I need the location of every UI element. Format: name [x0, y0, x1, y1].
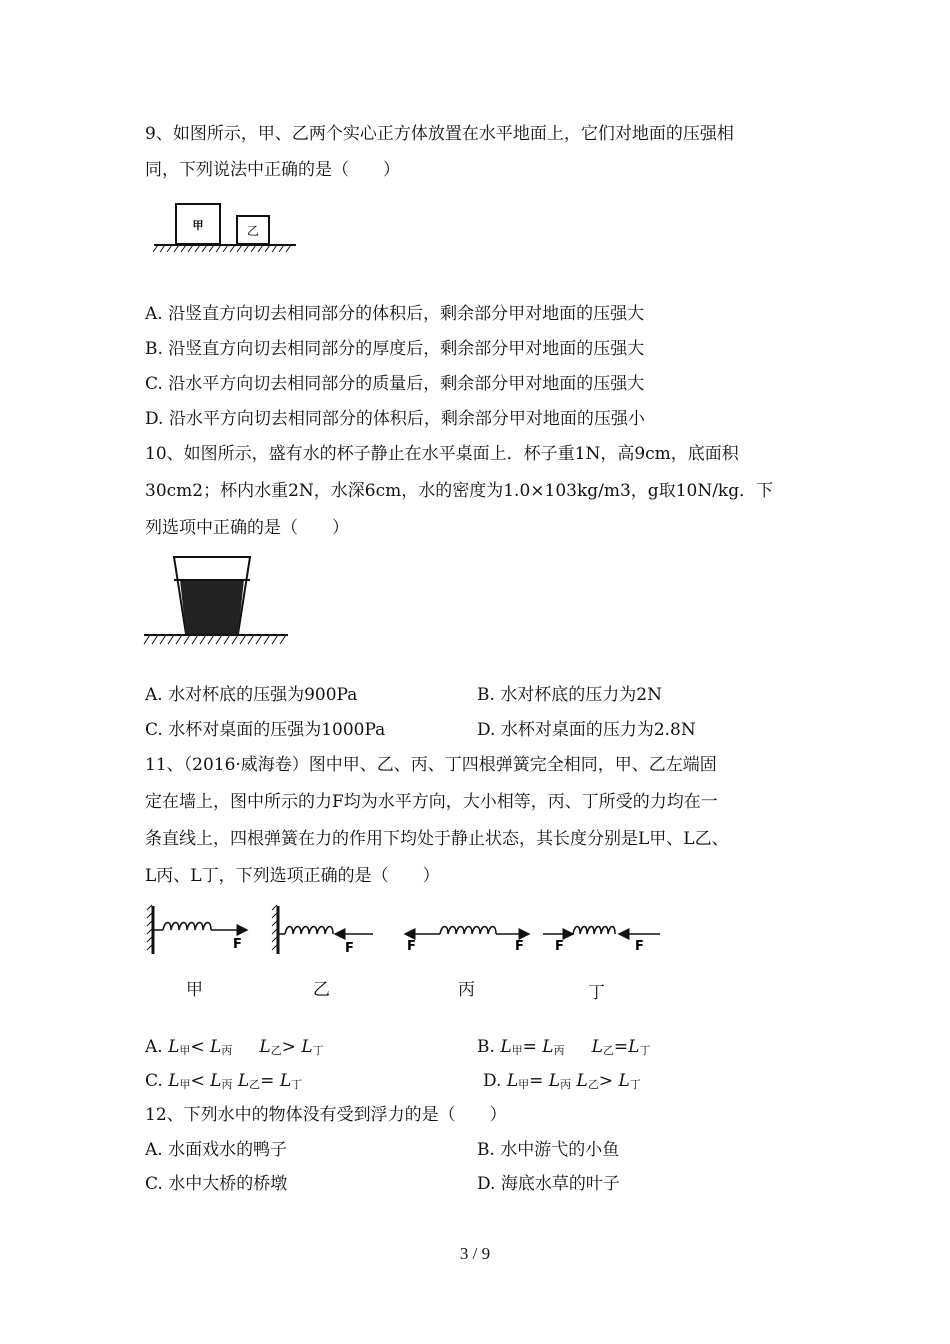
page-number: 3 / 9	[459, 1244, 491, 1263]
q11-text-line3: 条直线上，四根弹簧在力的作用下均处于静止状态，其长度分别是L甲、L乙、	[145, 829, 729, 849]
q9-option-d: D. 沿水平方向切去相同部分的体积后，剩余部分甲对地面的压强小	[145, 409, 645, 429]
q9-text-line2: 同，下列说法中正确的是（ ）	[145, 160, 400, 180]
q11-option-c: C. L甲< L丙 L乙= L丁	[145, 1071, 303, 1091]
q12-option-b: B. 水中游弋的小鱼	[477, 1140, 620, 1160]
q11-text-line4: L丙、L丁，下列选项正确的是（ ）	[145, 866, 440, 886]
force-label-jia: F	[233, 937, 242, 952]
q10-option-c: C. 水杯对桌面的压强为1000Pa	[145, 720, 386, 740]
q11-option-b: B. L甲= L丙 L乙=L丁	[477, 1037, 651, 1057]
force-label-ding-right: F	[635, 939, 644, 954]
cube-jia-label: 甲	[192, 219, 204, 232]
q11-option-a: A. L甲< L丙 L乙> L丁	[145, 1037, 324, 1057]
spring-jia	[147, 905, 247, 954]
q12-option-c: C. 水中大桥的桥墩	[145, 1174, 288, 1194]
spring-label-bing: 丙	[458, 980, 475, 1000]
cup-water	[180, 580, 244, 634]
force-label-bing-left: F	[407, 939, 416, 954]
q9-option-c: C. 沿水平方向切去相同部分的质量后，剩余部分甲对地面的压强大	[145, 374, 645, 394]
ground-hatch	[153, 245, 291, 252]
cube-yi-label: 乙	[246, 224, 260, 238]
spring-bing	[405, 927, 529, 955]
q10-text-line2: 30cm2；杯内水重2N，水深6cm，水的密度为1.0×103kg/m3，g取10N/kg．下	[145, 481, 774, 501]
spring-label-yi: 乙	[313, 980, 330, 1000]
q11-option-d: D. L甲= L丙 L乙> L丁	[483, 1071, 641, 1091]
table-hatch	[144, 635, 286, 644]
q10-option-b: B. 水对杯底的压力为2N	[477, 685, 662, 705]
force-label-yi: F	[345, 941, 354, 956]
q9-option-a: A. 沿竖直方向切去相同部分的体积后，剩余部分甲对地面的压强大	[145, 304, 645, 324]
q10-cup-figure	[142, 552, 292, 648]
q12-text-line1: 12、下列水中的物体没有受到浮力的是（ ）	[145, 1105, 507, 1125]
q12-option-d: D. 海底水草的叶子	[477, 1174, 620, 1194]
force-label-ding-left: F	[555, 939, 564, 954]
q9-cubes-figure	[150, 198, 300, 258]
q10-option-d: D. 水杯对桌面的压力为2.8N	[477, 720, 696, 740]
spring-label-ding: 丁	[588, 983, 605, 1003]
q11-springs-figure	[145, 900, 675, 960]
spring-ding	[543, 927, 660, 955]
q9-text-line1: 9、如图所示，甲、乙两个实心正方体放置在水平地面上，它们对地面的压强相	[145, 124, 734, 144]
q10-text-line1: 10、如图所示，盛有水的杯子静止在水平桌面上．杯子重1N，高9cm，底面积	[145, 444, 739, 464]
q11-text-line2: 定在墙上，图中所示的力F均为水平方向，大小相等，丙、丁所受的力均在一	[145, 792, 718, 812]
spring-yi	[272, 905, 373, 956]
q12-option-a: A. 水面戏水的鸭子	[145, 1140, 288, 1160]
q11-text-line1: 11、（2016·威海卷）图中甲、乙、丙、丁四根弹簧完全相同，甲、乙左端固	[145, 755, 717, 775]
q10-option-a: A. 水对杯底的压强为900Pa	[145, 685, 358, 705]
spring-label-jia: 甲	[186, 980, 203, 1000]
q9-option-b: B. 沿竖直方向切去相同部分的厚度后，剩余部分甲对地面的压强大	[145, 339, 645, 359]
q10-text-line3: 列选项中正确的是（ ）	[145, 518, 349, 538]
force-label-bing-right: F	[515, 939, 524, 954]
